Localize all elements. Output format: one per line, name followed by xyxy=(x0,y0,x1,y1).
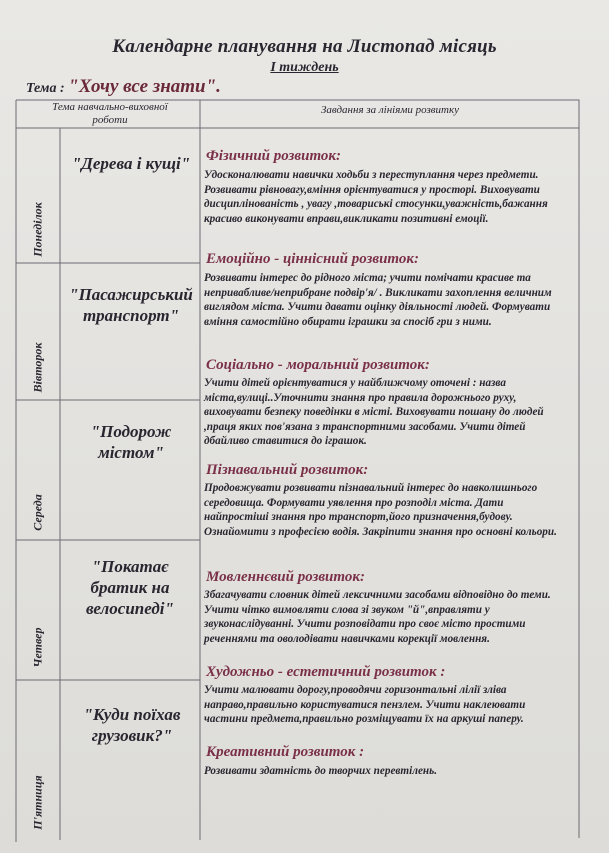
section-text-emotional: Розвивати інтерес до рідного міста; учити помічати красиве та непривабливе/неприбране подвір'я/ . Викликати захоплення величним виглядом міста. Учити давати оцінку діяльності людей. Формувати вміння самостійно обирати іграшки за спосіб гри з ними. xyxy=(204,272,552,328)
section-text-speech: Збагачувати словник дітей лексичними засобами відповідно до теми. Учити чітко вимовляти слова зі звуком "й",вправляти у звуконаслідуванні. Учити розповідати про своє місто простими реченнями та оволодівати навичками корекції мовлення. xyxy=(204,589,551,645)
day-label-friday: П'ятниця xyxy=(30,775,45,830)
section-title-cognitive: Пізнавальний розвиток: xyxy=(206,462,369,478)
topic-monday: "Дерева і кущі" xyxy=(71,154,191,173)
section-text-creative: Розвивати здатність до творчих перевтілень. xyxy=(204,765,438,777)
topic-wednesday: "Подорож містом" xyxy=(90,422,172,462)
section-title-creative: Креативний розвиток : xyxy=(206,744,365,760)
theme-label: Тема : xyxy=(26,81,69,96)
topic-thursday: "Покатає братик на велосипеді" xyxy=(86,557,174,618)
day-label-thursday: Четвер xyxy=(30,627,45,668)
section-text-artistic: Учити малювати дорогу,проводячи горизонтальні лілії зліва направо,правильно користуватися пензлем. Учити наклеювати частини предмета,правильно розміщувати їх на аркуші паперу. xyxy=(204,684,526,726)
section-text-social: Учити дітей орієнтуватися у найближчому оточені : назва міста,вулиці..Уточнити знання про правила дорожнього руху, виховувати безпеку поведінки в місті. Виховувати пошану до людей ,праця яких пов'язана з транспортними засобами. Учити дітей дбайливо ставитися до іграшок. xyxy=(204,377,544,448)
column-header-topic: Тема навчально-виховної роботи xyxy=(52,101,168,126)
topic-tuesday: "Пасажирський транспорт" xyxy=(69,285,193,325)
section-title-artistic: Художньо - естетичний розвиток : xyxy=(206,664,446,680)
page-title: Календарне планування на Листопад місяць xyxy=(112,36,497,57)
week-label: І тиждень xyxy=(270,60,339,75)
column-header-tasks: Завдання за лініями розвитку xyxy=(320,104,460,116)
section-text-cognitive: Продовжувати розвивати пізнавальний інтерес до навколишнього середовища. Формувати уявлення про розподіл міста. Дати найпростіші знання про транспорт,його призначення,будову. Ознайомити з професією водія. Закріпити знання про основні кольори. xyxy=(204,482,557,538)
section-title-emotional: Емоційно - ціннісний розвиток: xyxy=(206,251,419,267)
day-label-wednesday: Середа xyxy=(30,494,45,531)
section-title-speech: Мовленнєвий розвиток: xyxy=(206,569,365,585)
section-title-social: Соціально - моральний розвиток: xyxy=(206,357,430,373)
theme-value: "Хочу все знати". xyxy=(68,76,221,97)
section-text-physical: Удосконалювати навички ходьби з переступлання через предмети. Розвивати рівновагу,вміння орієнтуватися у просторі. Виховувати дисциплінованість , увагу ,товариські стосунки,уважність,бажання красиво виконувати вправи,викликати позитивні емоції. xyxy=(204,169,548,225)
day-label-tuesday: Вівторок xyxy=(30,342,45,393)
day-label-monday: Понеділок xyxy=(30,202,45,257)
topic-friday: "Куди поїхав грузовик?" xyxy=(83,705,181,745)
section-title-physical: Фізичний розвиток: xyxy=(206,148,342,164)
